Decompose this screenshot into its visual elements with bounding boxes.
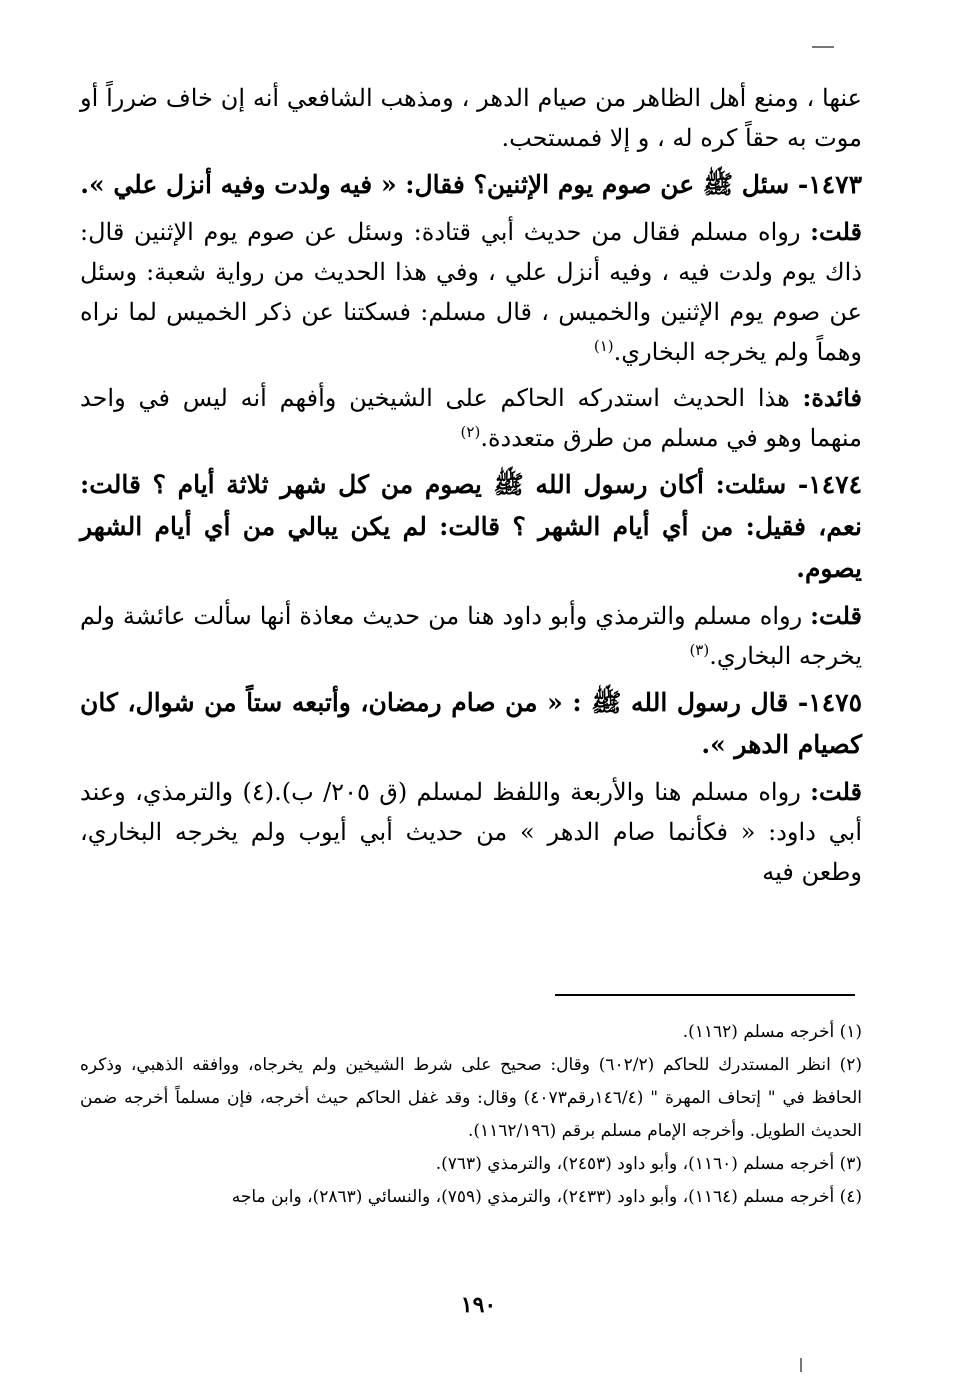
- footnote-ref: (٣): [689, 641, 710, 659]
- footnote-text: أخرجه مسلم (١١٦٠)، وأبو داود (٢٤٥٣)، والترمذي (٧٦٣).: [435, 1154, 835, 1174]
- hadith-1474: [80, 464, 862, 590]
- scan-speck: [812, 46, 834, 48]
- footnote-text: أخرجه مسلم (١١٦٢).: [682, 1022, 835, 1042]
- benefit-lead: فائدة:: [802, 383, 862, 412]
- commentary-1475: [80, 772, 862, 892]
- main-text: [80, 78, 862, 898]
- footnote-divider: [555, 994, 855, 996]
- hadith-1473: [80, 164, 862, 206]
- commentary-1474: [80, 596, 862, 676]
- footnote-number: (٢): [839, 1055, 862, 1075]
- paragraph-intro: [80, 78, 862, 158]
- footnote-text: انظر المستدرك للحاكم (٦٠٢/٢) وقال: صحيح على شرط الشيخين ولم يخرجاه، ووافقه الذهبي،: [130, 1055, 831, 1075]
- page-number: ١٩٠: [460, 1292, 497, 1318]
- hadith-text: ١٤٧٣- سئل ﷺ عن صوم يوم الإثنين؟ فقال: « فيه ولدت وفيه أنزل علي ».: [80, 170, 862, 199]
- hadith-text: ١٤٧٤- سئلت: أكان رسول الله ﷺ يصوم من كل شهر ثلاثة أيام ؟ قالت: نعم، فقيل: من أي أيام الشهر ؟ قالت: لم يكن يبالي من أي أيام الشهر يصوم.: [80, 470, 862, 583]
- footnote-ref: (١): [593, 337, 614, 355]
- commentary-text: رواه مسلم فقال من حديث أبي قتادة: وسئل عن صوم يوم الإثنين قال: ذاك يوم ولدت فيه ، وفيه أنزل علي ، وفي هذا الحديث من رواية شعبة: وسئل عن صوم يوم الإثنين والخميس ، قال مسلم: فسكتنا عن ذكر الخميس لما نراه وهماً ولم يخرجه البخاري.: [80, 218, 863, 366]
- footnote-continuation: وذكره الحافظ في " إتحاف المهرة " (١٤٦/٤رقم٤٠٧٣) وقال: وقد غفل الحاكم حيث أخرجه، فإن مسلماً أخرجه ضمن الحديث الطويل. وأخرجه الإمام مسلم برقم (١١٦٢/١٩٦).: [80, 1055, 862, 1141]
- hadith-1475: [80, 682, 862, 766]
- footnote-number: (٣): [839, 1154, 862, 1174]
- commentary-text: رواه مسلم والترمذي وأبو داود هنا من حديث معاذة أنها سألت عائشة ولم يخرجه البخاري.: [80, 602, 862, 670]
- footnote-number: (١): [839, 1022, 862, 1042]
- footnotes: [80, 1016, 862, 1214]
- benefit-note: [80, 378, 862, 458]
- footnote-3: [80, 1148, 862, 1181]
- commentary-lead: قلت:: [810, 777, 862, 806]
- commentary-text: رواه مسلم هنا والأربعة واللفظ لمسلم (ق ٢٠٥/ ب).(٤) والترمذي، وعند أبي داود: « فكأنما صام الدهر » من حديث أبي أيوب ولم يخرجه البخاري، وطعن فيه: [80, 778, 862, 886]
- scan-speck: [800, 1358, 802, 1372]
- benefit-text: هذا الحديث استدركه الحاكم على الشيخين وأفهم أنه ليس في واحد منهما وهو في مسلم من طرق متعددة.: [80, 384, 862, 452]
- footnote-4: [80, 1181, 862, 1214]
- footnote-text: أخرجه مسلم (١١٦٤)، وأبو داود (٢٤٣٣)، والترمذي (٧٥٩)، والنسائي (٢٨٦٣)، وابن ماجه: [231, 1187, 835, 1207]
- footnote-2: [80, 1049, 862, 1148]
- footnote-ref: (٢): [460, 423, 481, 441]
- paragraph-text: عنها ، ومنع أهل الظاهر من صيام الدهر ، ومذهب الشافعي أنه إن خاف ضرراً أو موت به حقاً كره له ، و إلا فمستحب.: [80, 84, 862, 152]
- commentary-1473: [80, 212, 862, 372]
- footnote-number: (٤): [839, 1187, 862, 1207]
- commentary-lead: قلت:: [810, 217, 862, 246]
- commentary-lead: قلت:: [810, 601, 862, 630]
- footnote-1: [80, 1016, 862, 1049]
- hadith-text: ١٤٧٥- قال رسول الله ﷺ : « من صام رمضان، وأتبعه ستاً من شوال، كان كصيام الدهر ».: [80, 688, 862, 759]
